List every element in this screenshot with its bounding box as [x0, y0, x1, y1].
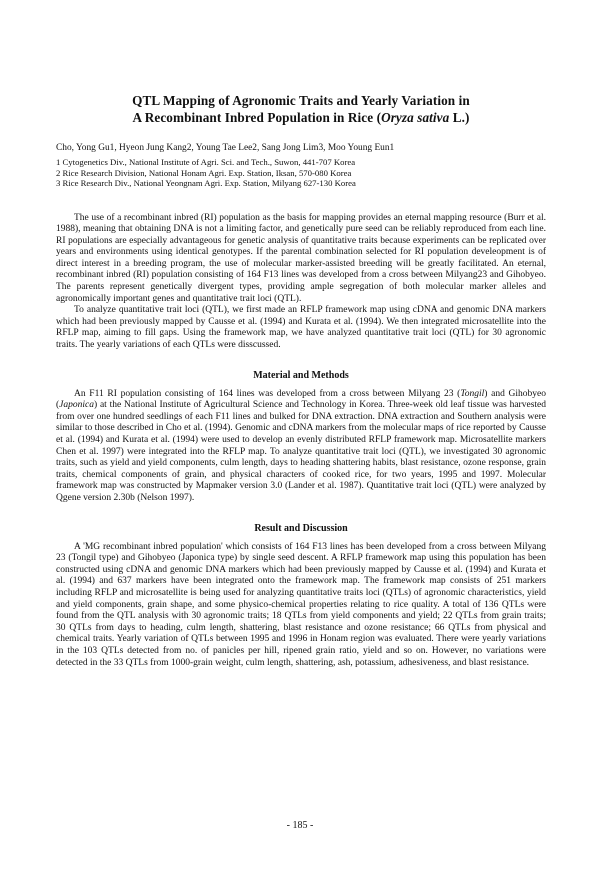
title-line-2-prefix: A Recombinant Inbred Population in Rice ( — [132, 110, 382, 125]
affiliation-3: 3 Rice Research Div., National Yeongnam Agri. Exp. Station, Milyang 627-130 Korea — [56, 178, 356, 188]
methods-tongil: Tongil — [460, 388, 485, 399]
affiliation-1: 1 Cytogenetics Div., National Institute of Agri. Sci. and Tech., Suwon, 441-707 Korea — [56, 157, 356, 167]
intro-paragraph-1: The use of a recombinant inbred (RI) population as the basis for mapping provides an eternal mapping resource (Burr et al. 1988), meaning that obtaining DNA is not a limiting factor, and genetically pure seed can be reliably reproduced from each line. RI populations are especially advantageous for genetic analysis of quantitative traits because experiments can be replicated over years and environments using identical genotypes. If the parental combination selected for RI population develeopment is of direct interest in a breeding program, the use of molecular marker-assisted breeding will be greatly facilitated. An eternal, recombinant inbred (RI) population consisting of 164 F13 lines was developed from a cross between Milyang23 and Gihobyeo. The parents represent genetically divergent types, providing ample segregation of both molecular marker alleles and agronomically important genes and quantitative trait loci (QTL). — [56, 212, 546, 304]
paper-title — [56, 92, 546, 126]
title-line-2-suffix: L.) — [449, 110, 470, 125]
methods-text-mid: ) and Gihobyeo ( — [56, 388, 546, 411]
methods-heading: Material and Methods — [253, 369, 349, 381]
results-heading: Result and Discussion — [254, 522, 348, 534]
intro-paragraph-2: To analyze quantitative trait loci (QTL), we first made an RFLP framework map using cDNA and genomic DNA markers which had been previously mapped by Causse et al. (1994) and Kurata et al. (1994). We then integrated microsatellite into the RFLP map, aiming to fill gaps. Using the framework map, we have analyzed quantitative trait loci (QTL) for 30 agronomic traits. The yearly variations of each QTLs were disscussed. — [56, 305, 546, 351]
title-line-2 — [56, 109, 546, 126]
methods-text-start: An F11 RI population consisting of 164 lines was developed from a cross between Milyang 23 ( — [74, 388, 461, 399]
methods-japonica: Japonica — [59, 400, 94, 411]
results-paragraph: A 'MG recombinant inbred population' which consists of 164 F13 lines has been developed from a cross between Milyang 23 (Tongil type) and Gihobyeo (Japonica type) by single seed descent. A RFLP framework map using this population has been constructed using cDNA and genomic DNA markers which had been previously mapped by Causse et al. (1994) and Kurata et al. (1994) and 637 markers have been integrated onto the framework map. The framework map consists of 251 markers including RFLP and microsatellite is being used for analyzing quantitative traits loci (QTLs) of agronomic characteristics, yield and yield components, grain shape, and some physico-chemical properties relating to rice quality. A total of 136 QTLs were found from the QTL analysis with 30 agronomic traits; 18 QTLs from yield components and yield; 22 QTLs from grain traits; 30 QTLs from days to heading, culm length, shattering, blast resistance and ozone resistance; 66 QTLs from physical and chemical traits. Yearly variation of QTLs between 1995 and 1996 in Honam region was evaluated. There were yearly variations in the 103 QTLs detected from no. of panicles per hill, ripened grain ratio, yield and so on. However, no variations were detected in the 33 QTLs from 1000-grain weight, culm length, shattering, ash, potassium, adhesiveness, and blast resistance. — [56, 541, 546, 668]
page-number: - 185 - — [286, 820, 314, 831]
affiliation-list — [56, 157, 546, 189]
methods-text-rest: ) at the National Institute of Agricultural Science and Technology in Korea. Three-week old leaf tissue was harvested from over one hundred seedlings of each F11 lines and bulked for DNA extraction. DNA extraction and Southern analysis were similar to those described in Cho et al. (1994). Genomic and cDNA markers from the molecular maps of rice reported by Causse et al. (1994) and Kurata et al. (1994) were used to develop an evenly distributed RFLP framework map. Microsatellite markers Chen et al. 1997) were integrated into the RFLP map. To analyze quantitative trait loci (QTL), we investigated 30 agronomic traits, such as yield and yield components, culm length, days to heading shattering habits, blast resistance, ozone response, grain traits, chemical components of grain, and physical characters of cooked rice, for two years, 1995 and 1997. Molecular framework map was constructed by Mapmaker version 3.0 (Lander et al. 1987). Quantitative trait loci (QTL) were analyzed by Qgene version 2.30b (Nelson 1997). — [56, 400, 546, 503]
species-name: Oryza sativa — [381, 110, 450, 125]
author-list: Cho, Yong Gu1, Hyeon Jung Kang2, Young Tae Lee2, Sang Jong Lim3, Moo Young Eun1 — [56, 143, 395, 153]
affiliation-2: 2 Rice Research Division, National Honam Agri. Exp. Station, Iksan, 570-080 Korea — [56, 167, 352, 178]
title-line-1: QTL Mapping of Agronomic Traits and Yearly Variation in — [132, 93, 470, 108]
methods-paragraph — [56, 389, 546, 505]
